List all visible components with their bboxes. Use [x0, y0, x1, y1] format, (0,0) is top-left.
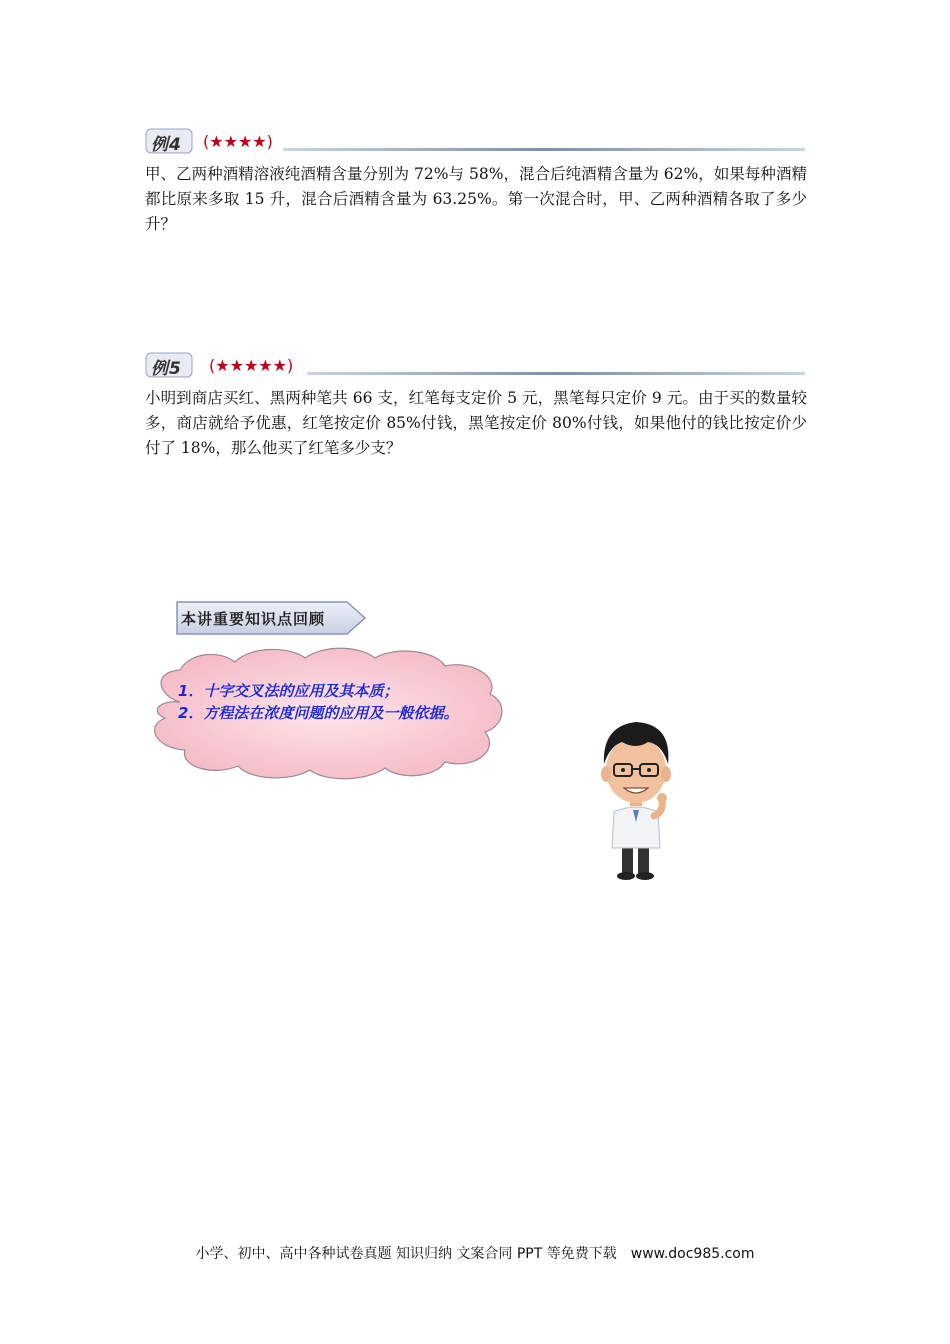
review-title: 本讲重要知识点回顾 [181, 610, 326, 628]
review-point-1: 1．十字交叉法的应用及其本质； [178, 682, 399, 700]
review-title-tag [175, 600, 367, 636]
footer-site-link[interactable]: www.doc985.com [630, 1246, 755, 1262]
page-footer [0, 1243, 950, 1263]
example-5-divider [307, 372, 805, 375]
footer-text: 小学、初中、高中各种试卷真题 知识归纳 文案合同 PPT 等免费下载 [195, 1246, 617, 1262]
example-4-header [145, 128, 805, 158]
teacher-illustration [592, 712, 682, 882]
example-4-label: 例4 [151, 135, 182, 155]
example-5-text: 小明到商店买红、黑两种笔共 66 支，红笔每支定价 5 元，黑笔每只定价 9 元。由于买的数量较多，商店就给予优惠，红笔按定价 85%付钱，黑笔按定价 80%付钱，如果他付的钱比按定价少付了 18%，那么他买了红笔多少支？ [145, 389, 807, 457]
example-5-stars: ★★★★★ [215, 356, 287, 375]
example-4-stars: ★★★★ [209, 132, 267, 151]
example-5-label: 例5 [151, 359, 182, 379]
example-4-difficulty: (★★★★) [203, 132, 273, 151]
example-4-text: 甲、乙两种酒精溶液纯酒精含量分别为 72%与 58%，混合后纯酒精含量为 62%，如果每种酒精都比原来多取 15 升，混合后酒精含量为 63.25%。第一次混合时，甲、乙两种酒精各取了多少升？ [145, 165, 807, 233]
example-4-divider [283, 148, 805, 151]
review-points [178, 680, 458, 724]
example-5-difficulty: (★★★★★) [209, 356, 294, 375]
review-point-2: 2．方程法在浓度问题的应用及一般依据。 [178, 704, 459, 722]
example-5-header [145, 352, 805, 382]
